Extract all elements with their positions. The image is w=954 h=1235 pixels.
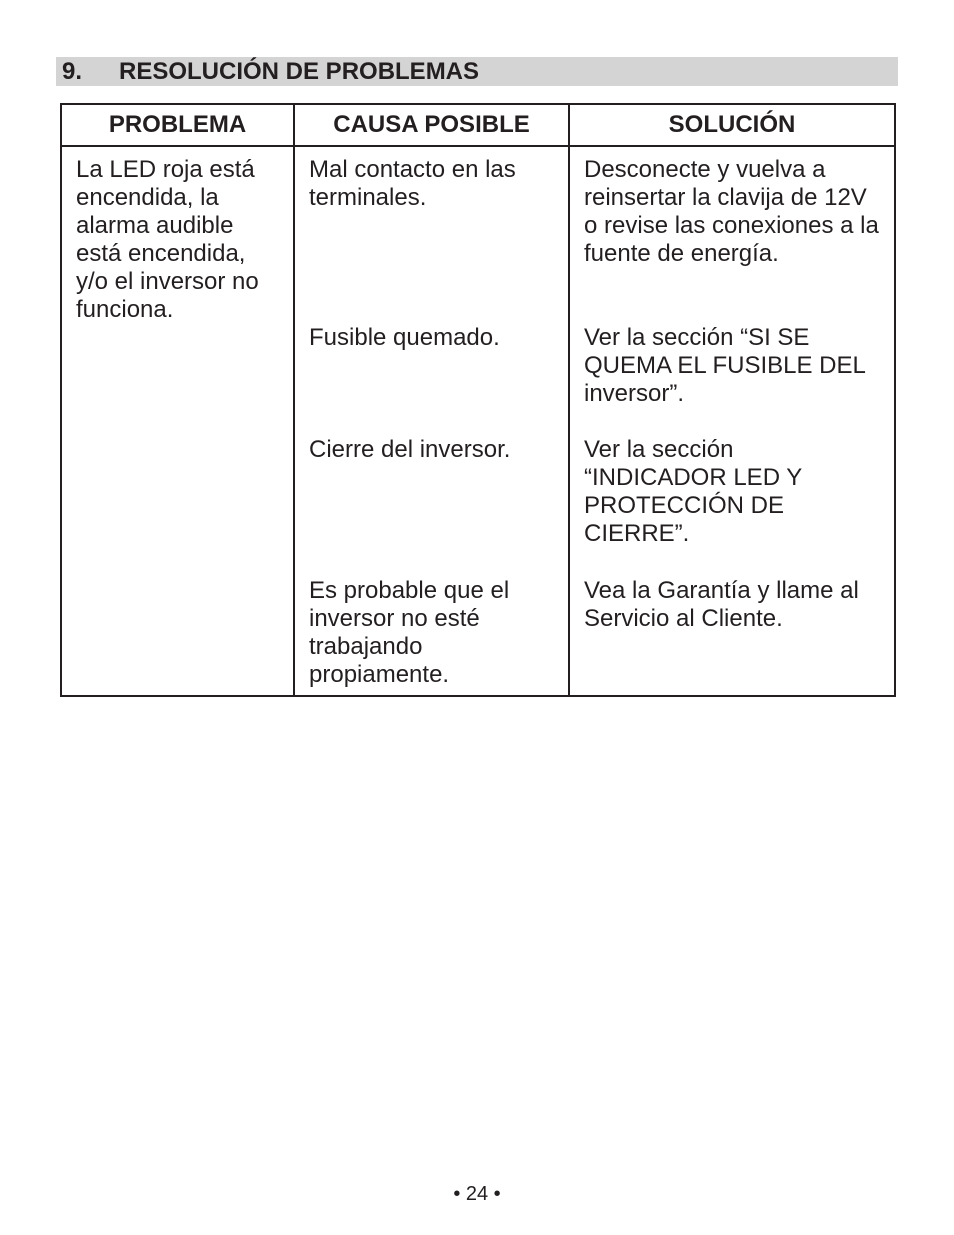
problem-text: La LED roja está encendida, la alarma audible está encendida, y/o el inversor no funciona. [76, 156, 259, 323]
header-problem: PROBLEMA [61, 104, 294, 146]
section-number: 9. [62, 58, 83, 85]
cause-entry: Es probable que el inversor no esté trabajando propiamente. [309, 577, 510, 688]
cause-entry: Fusible quemado. [309, 324, 500, 351]
solution-entry: Vea la Garantía y llame al Servicio al Cliente. [584, 577, 859, 632]
page-number: • 24 • [453, 1183, 501, 1205]
cause-cell [294, 146, 569, 696]
solution-entry: Ver la sección “SI SE QUEMA EL FUSIBLE DEL inversor”. [584, 324, 865, 407]
troubleshooting-table [60, 103, 896, 697]
solution-entry: Ver la sección “INDICADOR LED Y PROTECCIÓN DE CIERRE”. [584, 436, 802, 547]
header-cause: CAUSA POSIBLE [294, 104, 569, 146]
section-heading-bar [56, 57, 898, 86]
table-header-row [61, 104, 895, 146]
cause-entry: Cierre del inversor. [309, 436, 511, 463]
solution-entry: Desconecte y vuelva a reinsertar la clavija de 12V o revise las conexiones a la fuente de energía. [584, 156, 879, 267]
cause-entry: Mal contacto en las terminales. [309, 156, 516, 211]
problem-cell [61, 146, 294, 696]
table-row [61, 146, 895, 696]
header-solution: SOLUCIÓN [569, 104, 895, 146]
section-title: RESOLUCIÓN DE PROBLEMAS [119, 58, 480, 85]
solution-cell [569, 146, 895, 696]
